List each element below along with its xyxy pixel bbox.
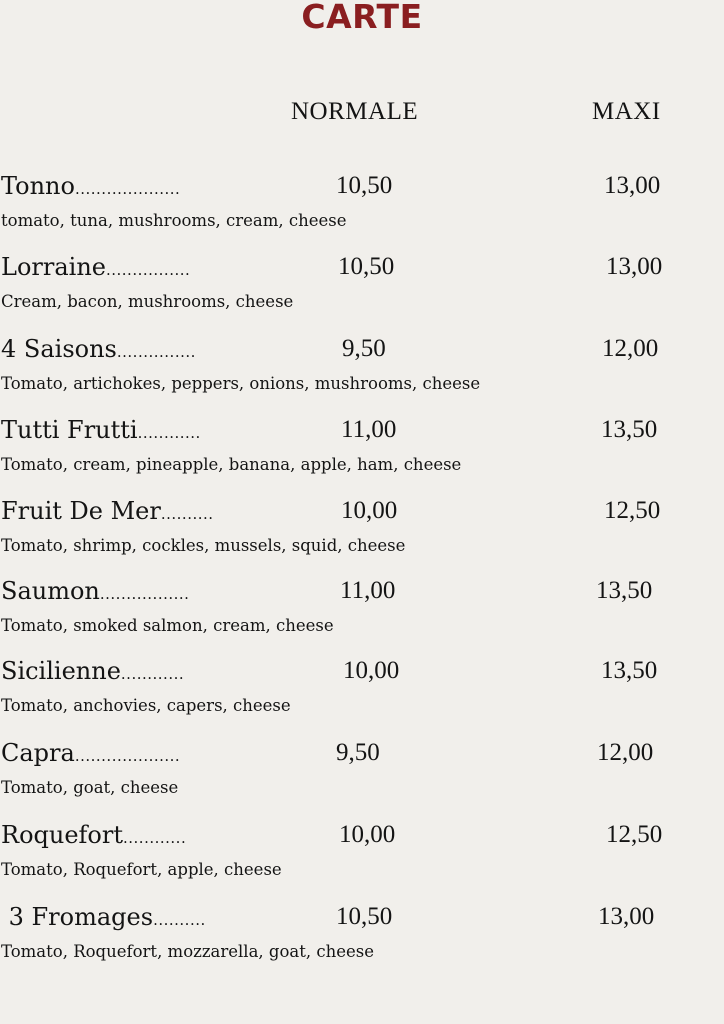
price-normale: 10,50 <box>336 903 393 930</box>
item-name: Capra.................... <box>1 739 181 767</box>
menu-item <box>0 575 724 656</box>
price-maxi: 13,50 <box>601 657 658 684</box>
price-maxi: 12,50 <box>604 497 661 524</box>
item-name: Roquefort............ <box>1 821 187 849</box>
item-name: Tutti Frutti............ <box>1 416 201 444</box>
item-description: Tomato, smoked salmon, cream, cheese <box>1 616 334 635</box>
item-description: Cream, bacon, mushrooms, cheese <box>1 292 294 311</box>
item-name: Lorraine................ <box>1 253 191 281</box>
page-title: CARTE <box>301 0 423 36</box>
price-maxi: 13,00 <box>598 903 655 930</box>
price-normale: 11,00 <box>341 416 397 443</box>
price-maxi: 12,00 <box>597 739 654 766</box>
menu-item <box>0 414 724 495</box>
menu-item <box>0 495 724 576</box>
item-name: Saumon................. <box>1 577 190 605</box>
column-header-maxi: MAXI <box>592 98 661 125</box>
price-normale: 10,50 <box>338 253 395 280</box>
column-header-normale: NORMALE <box>291 98 419 125</box>
price-maxi: 12,50 <box>606 821 663 848</box>
item-description: Tomato, Roquefort, apple, cheese <box>1 860 282 879</box>
price-maxi: 13,50 <box>596 577 653 604</box>
item-description: Tomato, anchovies, capers, cheese <box>1 696 291 715</box>
menu-item <box>0 251 724 332</box>
item-description: tomato, tuna, mushrooms, cream, cheese <box>1 211 347 230</box>
price-normale: 10,00 <box>341 497 398 524</box>
menu-item <box>0 737 724 818</box>
item-name: Tonno.................... <box>1 172 181 200</box>
menu-item <box>0 333 724 414</box>
price-normale: 10,00 <box>343 657 400 684</box>
menu-item <box>0 819 724 900</box>
price-normale: 11,00 <box>340 577 396 604</box>
item-description: Tomato, cream, pineapple, banana, apple, ham, cheese <box>1 455 462 474</box>
price-normale: 9,50 <box>342 335 386 362</box>
price-normale: 10,50 <box>336 172 393 199</box>
item-description: Tomato, artichokes, peppers, onions, mushrooms, cheese <box>1 374 481 393</box>
price-maxi: 13,00 <box>604 172 661 199</box>
item-description: Tomato, goat, cheese <box>1 778 179 797</box>
price-maxi: 13,00 <box>606 253 663 280</box>
price-normale: 10,00 <box>339 821 396 848</box>
item-name: Fruit De Mer.......... <box>1 497 214 525</box>
item-description: Tomato, Roquefort, mozzarella, goat, cheese <box>1 942 374 961</box>
menu-item <box>0 655 724 736</box>
price-maxi: 12,00 <box>602 335 659 362</box>
menu-item <box>0 901 724 982</box>
price-maxi: 13,50 <box>601 416 658 443</box>
item-name: 4 Saisons............... <box>1 335 196 363</box>
item-description: Tomato, shrimp, cockles, mussels, squid, cheese <box>1 536 406 555</box>
item-name: 3 Fromages.......... <box>1 903 206 931</box>
item-name: Sicilienne............ <box>1 657 185 685</box>
price-normale: 9,50 <box>336 739 380 766</box>
menu-item <box>0 170 724 251</box>
